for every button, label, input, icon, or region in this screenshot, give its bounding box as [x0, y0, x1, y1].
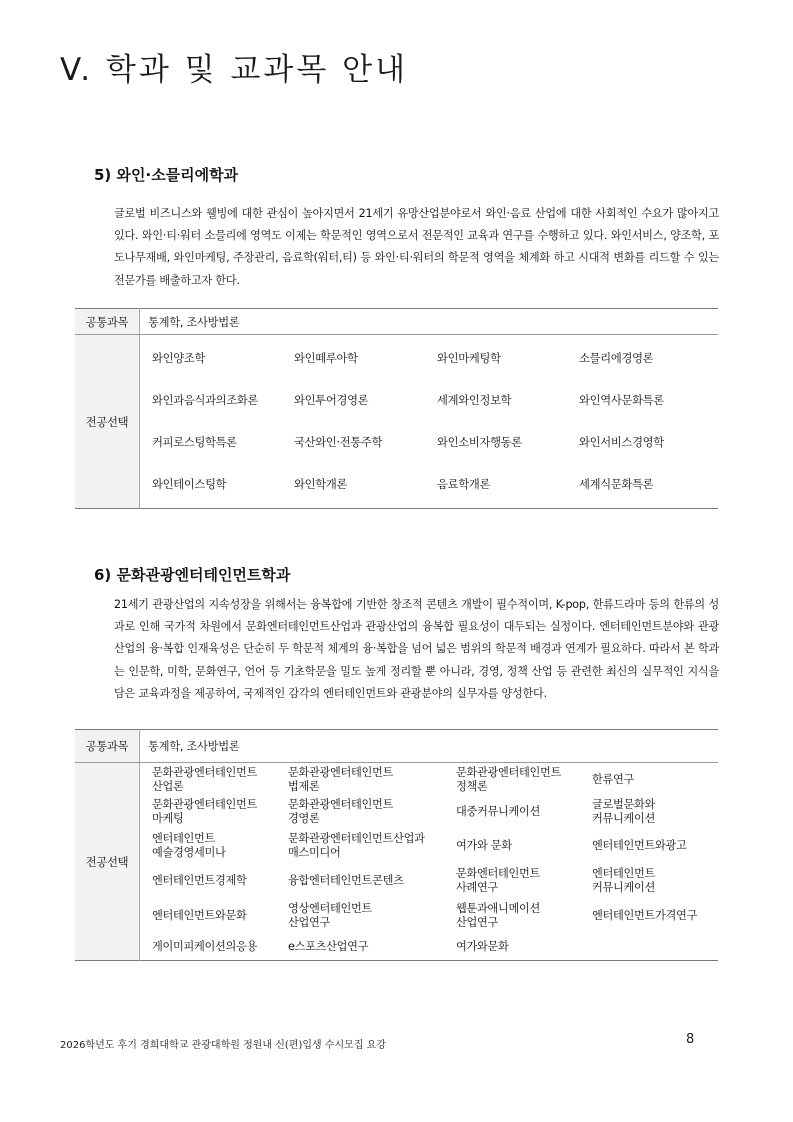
- course-item: 와인마케팅학: [437, 351, 501, 365]
- course-item: 문화관광엔터테인먼트 정책론: [456, 766, 562, 793]
- major-courses-grid: [140, 335, 718, 508]
- section-title-culture: 6) 문화관광엔터테인먼트학과: [94, 566, 291, 584]
- common-courses-row: [75, 309, 718, 335]
- course-item: 엔터테인먼트와광고: [592, 838, 687, 852]
- course-item: 엔터테인먼트가격연구: [592, 909, 698, 922]
- major-elective-label: 전공선택: [75, 763, 140, 961]
- section-paragraph-wine: 글로벌 비즈니스와 웰빙에 대한 관심이 높아지면서 21세기 유망산업분야로서 와인·음료 산업에 대한 사회적인 수요가 많아지고 있다. 와인·티·워터 소믈리에 영역도 이제는 학문적인 영역으로서 전문적인 교육과 연구를 수행하고 있다. 와인서비스, 양조학, 포도나무재배, 와인마케팅, 주장관리, 음료학(워터,티) 등 와인·티·워터의 학문적 영역을 체계화 하고 시대적 변화를 리드할 수 있는 전문가를 배출하고자 한다.: [114, 207, 719, 287]
- course-item: 문화관광엔터테인먼트 경영론: [288, 798, 394, 825]
- course-item: 와인소비자행동론: [437, 435, 522, 449]
- course-item: [592, 934, 712, 960]
- course-item: 음료학개론: [437, 477, 491, 491]
- course-item: 영상엔터테인먼트 산업연구: [288, 902, 373, 929]
- course-item: 엔터테인먼트와문화: [152, 909, 247, 922]
- course-item: 글로벌문화와 커뮤니케이션: [592, 798, 656, 825]
- common-courses-value: 통계학, 조사방법론: [140, 730, 719, 763]
- major-courses-cell: [140, 763, 719, 961]
- common-courses-value: 통계학, 조사방법론: [140, 309, 719, 335]
- major-courses-cell: [140, 335, 719, 509]
- common-courses-label: 공통과목: [75, 309, 140, 335]
- course-item: 문화관광엔터테인먼트산업과 매스미디어: [288, 831, 425, 859]
- course-item: 와인테이스팅학: [152, 477, 227, 491]
- page-number: 8: [686, 1032, 695, 1047]
- course-item: 게이미피케이션의응용: [152, 940, 258, 953]
- common-courses-row: [75, 730, 718, 763]
- course-item: 와인서비스경영학: [579, 435, 664, 449]
- common-courses-label: 공통과목: [75, 730, 140, 763]
- course-item: 대중커뮤니케이션: [456, 805, 541, 818]
- page-footer: 2026학년도 후기 경희대학교 관광대학원 정원내 신(편)입생 수시모집 요강: [60, 1040, 386, 1051]
- course-item: 커피로스팅학특론: [152, 435, 237, 449]
- course-item: 소믈리에경영론: [579, 351, 654, 365]
- course-item: 여가와 문화: [456, 838, 512, 852]
- course-item: 엔터테인먼트 커뮤니케이션: [592, 866, 656, 894]
- chapter-title: V. 학과 및 교과목 안내: [60, 52, 409, 88]
- course-item: 문화관광엔터테인먼트 법제론: [288, 766, 394, 793]
- course-item: 융합엔터테인먼트콘텐츠: [288, 873, 404, 887]
- course-item: 문화관광엔터테인먼트 산업론: [152, 766, 258, 793]
- course-item: 문화관광엔터테인먼트 마케팅: [152, 798, 258, 825]
- course-item: 와인학개론: [294, 477, 348, 491]
- curriculum-table-culture: [75, 729, 718, 961]
- course-item: 문화엔터테인먼트 사례연구: [456, 866, 541, 894]
- course-item: 엔터테인먼트 예술경영세미나: [152, 831, 226, 859]
- course-item: 여가와문화: [456, 940, 509, 953]
- course-item: 한류연구: [592, 773, 635, 786]
- major-courses-row: [75, 335, 718, 509]
- course-item: 와인양조학: [152, 351, 206, 365]
- course-item: 와인투어경영론: [294, 393, 369, 407]
- course-item: 와인역사문화특론: [579, 393, 664, 407]
- section-paragraph-culture: 21세기 관광산업의 지속성장을 위해서는 융복합에 기반한 창조적 콘텐츠 개발이 필수적이며, K-pop, 한류드라마 등의 한류의 성과로 인해 국가적 차원에서 문화엔터테인먼트산업과 관광산업의 융복합 필요성이 대두되는 실정이다. 엔터테인먼트분야와 관광산업의 융·복합 인재육성은 단순히 두 학문적 체계의 융·복합을 넘어 넓은 범위의 학문적 배경과 연계가 필요하다. 따라서 본 학과는 인문학, 미학, 문화연구, 언어 등 기초학문을 밀도 높게 정리할 뿐 아니라, 경영, 정책 산업 등 관련한 최신의 실무적인 지식을 담은 교육과정을 제공하여, 국제적인 감각의 엔터테인먼트와 관광분야의 실무자를 양성한다.: [114, 598, 719, 700]
- major-elective-label: 전공선택: [75, 335, 140, 509]
- major-courses-grid: [140, 763, 718, 960]
- course-item: 세계와인정보학: [437, 393, 512, 407]
- course-item: 웹툰과애니메이션 산업연구: [456, 902, 541, 929]
- major-courses-row: [75, 763, 718, 961]
- course-item: 와인떼루아학: [294, 351, 358, 365]
- section-title-wine: 5) 와인·소믈리에학과: [94, 166, 239, 184]
- course-item: 엔터테인먼트경제학: [152, 873, 247, 887]
- course-item: 국산와인·전통주학: [294, 435, 383, 449]
- curriculum-table-wine: [75, 308, 718, 509]
- course-item: e스포츠산업연구: [288, 940, 369, 953]
- course-item: 와인과음식과의조화론: [152, 393, 259, 407]
- course-item: 세계식문화특론: [579, 477, 654, 491]
